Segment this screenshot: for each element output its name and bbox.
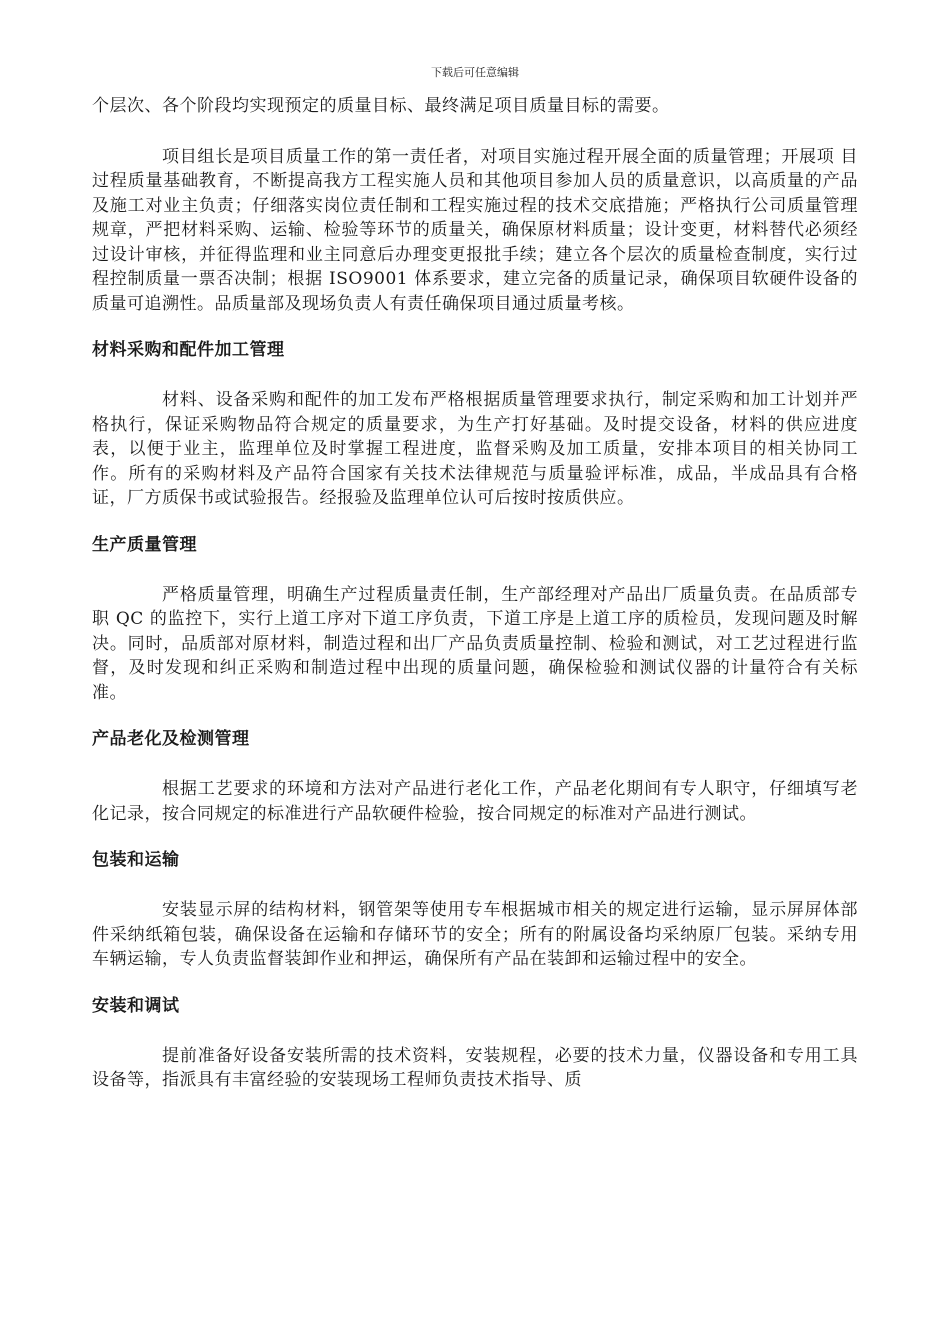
paragraph-quality-responsibility: 项目组长是项目质量工作的第一责任者，对项目实施过程开展全面的质量管理；开展项 目过程质量基础教育，不断提高我方工程实施人员和其他项目参加人员的质量意识，以高质量的产品及施工对业主负责；仔细落实岗位责任制和工程实施过程的技术交底措施；严格执行公司质量管理规章，严把材料采购、运输、检验等环节的质量关，确保原材料质量；设计变更，材料替代必须经过设计审核，并征得监理和业主同意后办理变更报批手续；建立各个层次的质量检查制度，实行过程控制质量一票否决制；根据 ISO9001 体系要求，建立完备的质量记录，确保项目软硬件设备的质量可追溯性。品质量部及现场负责人有责任确保项目通过质量考核。	[92, 146, 858, 314]
section-gap	[92, 316, 858, 338]
paragraph-continuation: 个层次、各个阶段均实现预定的质量目标、最终满足项目质量目标的需要。	[92, 96, 670, 116]
section-gap	[92, 362, 858, 388]
section-heading-production: 生产质量管理	[92, 534, 197, 555]
paragraph-packaging: 安装显示屏的结构材料，钢管架等使用专车根据城市相关的规定进行运输，显示屏屏体部件采纳纸箱包装，确保设备在运输和存储环节的安全；所有的附属设备均采纳原厂包装。采纳专用车辆运输，专人负责监督装卸作业和押运，确保所有产品在装卸和运输过程中的安全。	[92, 900, 858, 969]
document-body	[92, 94, 858, 1093]
section-heading-installation: 安装和调试	[92, 995, 180, 1016]
section-gap	[92, 751, 858, 777]
paragraph-aging: 根据工艺要求的环境和方法对产品进行老化工作，产品老化期间有专人职守，仔细填写老化记录，按合同规定的标准进行产品软硬件检验，按合同规定的标准对产品进行测试。	[92, 779, 858, 824]
section-gap	[92, 511, 858, 533]
paragraph-production: 严格质量管理，明确生产过程质量责任制，生产部经理对产品出厂质量负责。在品质部专职 QC 的监控下，实行上道工序对下道工序负责，下道工序是上道工序的质检员，发现问题及时解决。同时，品质部对原材料，制造过程和出厂产品负责质量控制、检验和测试，对工艺过程进行监督，及时发现和纠正采购和制造过程中出现的质量问题，确保检验和测试仪器的计量符合有关标准。	[92, 584, 858, 703]
section-gap	[92, 826, 858, 848]
section-gap	[92, 1018, 858, 1044]
paragraph-materials: 材料、设备采购和配件的加工发布严格根据质量管理要求执行，制定采购和加工计划并严格执行，保证采购物品符合规定的质量要求，为生产打好基础。及时提交设备，材料的供应进度表，以便于业主，监理单位及时掌握工程进度，监督采购及加工质量，安排本项目的相关协同工作。所有的采购材料及产品符合国家有关技术法律规范与质量验评标准，成品，半成品具有合格证，厂方质保书或试验报告。经报验及监理单位认可后按时按质供应。	[92, 390, 858, 508]
paragraph-gap	[92, 119, 858, 145]
section-gap	[92, 872, 858, 898]
section-gap	[92, 972, 858, 994]
section-heading-aging: 产品老化及检测管理	[92, 729, 250, 749]
section-gap	[92, 557, 858, 583]
page-header: 下载后可任意编辑	[431, 66, 519, 79]
section-heading-materials: 材料采购和配件加工管理	[92, 340, 285, 360]
section-heading-packaging: 包装和运输	[92, 850, 180, 870]
section-gap	[92, 705, 858, 727]
paragraph-installation: 提前准备好设备安装所需的技术资料，安装规程，必要的技术力量，仪器设备和专用工具设备等，指派具有丰富经验的安装现场工程师负责技术指导、质	[92, 1045, 858, 1090]
